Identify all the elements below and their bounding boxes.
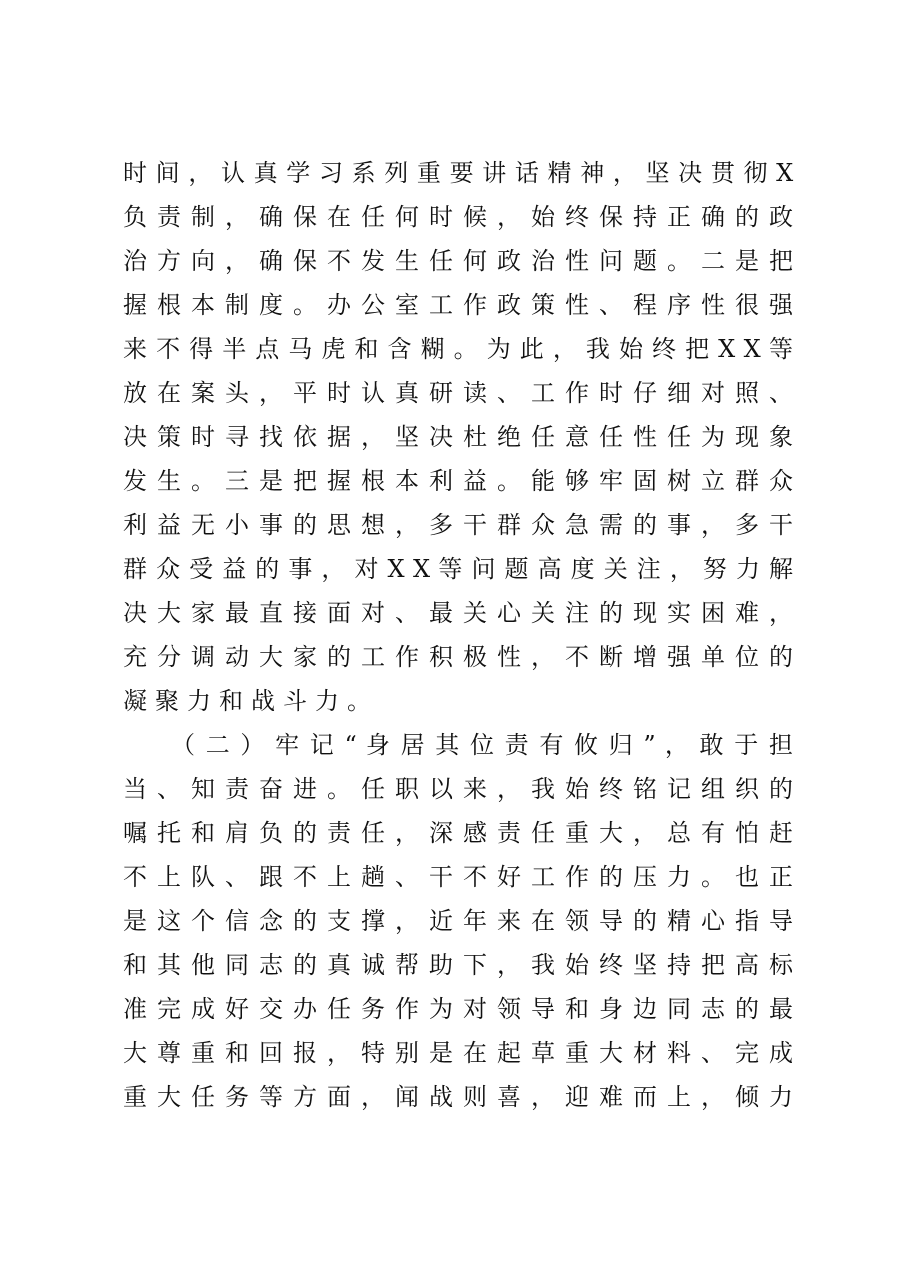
text-line: 时 间 ， 认 真 学 习 系 列 重 要 讲 话 精 神 ， 坚 决 贯 彻 X (123, 159, 794, 187)
text-line: 重 大 任 务 等 方 面 ， 闻 战 则 喜 ， 迎 难 而 上 ， 倾 力 (123, 1083, 793, 1111)
text-line: 负 责 制 ， 确 保 在 任 何 时 候 ， 始 终 保 持 正 确 的 政 (123, 203, 793, 231)
text-line: 来 不 得 半 点 马 虎 和 含 糊 。 为 此 ， 我 始 终 把 X X 等 (123, 335, 793, 363)
text-line: 不 上 队 、 跟 不 上 趟 、 干 不 好 工 作 的 压 力 。 也 正 (123, 863, 793, 891)
paragraph-end-line: 凝聚力和战斗力。 (123, 687, 379, 715)
text-line: 群 众 受 益 的 事 ， 对 X X 等 问 题 高 度 关 注 ， 努 力 解 (123, 555, 793, 583)
text-line: 嘱 托 和 肩 负 的 责 任 ， 深 感 责 任 重 大 ， 总 有 怕 赶 (123, 819, 793, 847)
text-line: 发 生 。 三 是 把 握 根 本 利 益 。 能 够 牢 固 树 立 群 众 (123, 467, 793, 495)
text-line: 当 、 知 责 奋 进 。 任 职 以 来 ， 我 始 终 铭 记 组 织 的 (123, 775, 793, 803)
text-line: 大 尊 重 和 回 报 ， 特 别 是 在 起 草 重 大 材 料 、 完 成 (123, 1039, 793, 1067)
text-line: 决 策 时 寻 找 依 据 ， 坚 决 杜 绝 任 意 任 性 任 为 现 象 (123, 423, 793, 451)
body-text (123, 151, 793, 1119)
text-line: 和 其 他 同 志 的 真 诚 帮 助 下 ， 我 始 终 坚 持 把 高 标 (123, 951, 793, 979)
text-line: 是 这 个 信 念 的 支 撑 ， 近 年 来 在 领 导 的 精 心 指 导 (123, 907, 793, 935)
text-line: 准 完 成 好 交 办 任 务 作 为 对 领 导 和 身 边 同 志 的 最 (123, 995, 793, 1023)
text-line: 充 分 调 动 大 家 的 工 作 积 极 性 ， 不 断 增 强 单 位 的 (123, 643, 793, 671)
text-line: 决 大 家 最 直 接 面 对 、 最 关 心 关 注 的 现 实 困 难 ， (123, 599, 793, 627)
text-line: 放 在 案 头 ， 平 时 认 真 研 读 、 工 作 时 仔 细 对 照 、 (123, 379, 793, 407)
text-line: 利 益 无 小 事 的 思 想 ， 多 干 群 众 急 需 的 事 ， 多 干 (123, 511, 793, 539)
text-line: 握 根 本 制 度 。 办 公 室 工 作 政 策 性 、 程 序 性 很 强 (123, 291, 793, 319)
text-line: 治 方 向 ， 确 保 不 发 生 任 何 政 治 性 问 题 。 二 是 把 (123, 247, 793, 275)
section-heading-line: （ 二 ） 牢 记 “ 身 居 其 位 责 有 攸 归 ” ， 敢 于 担 (171, 731, 793, 759)
